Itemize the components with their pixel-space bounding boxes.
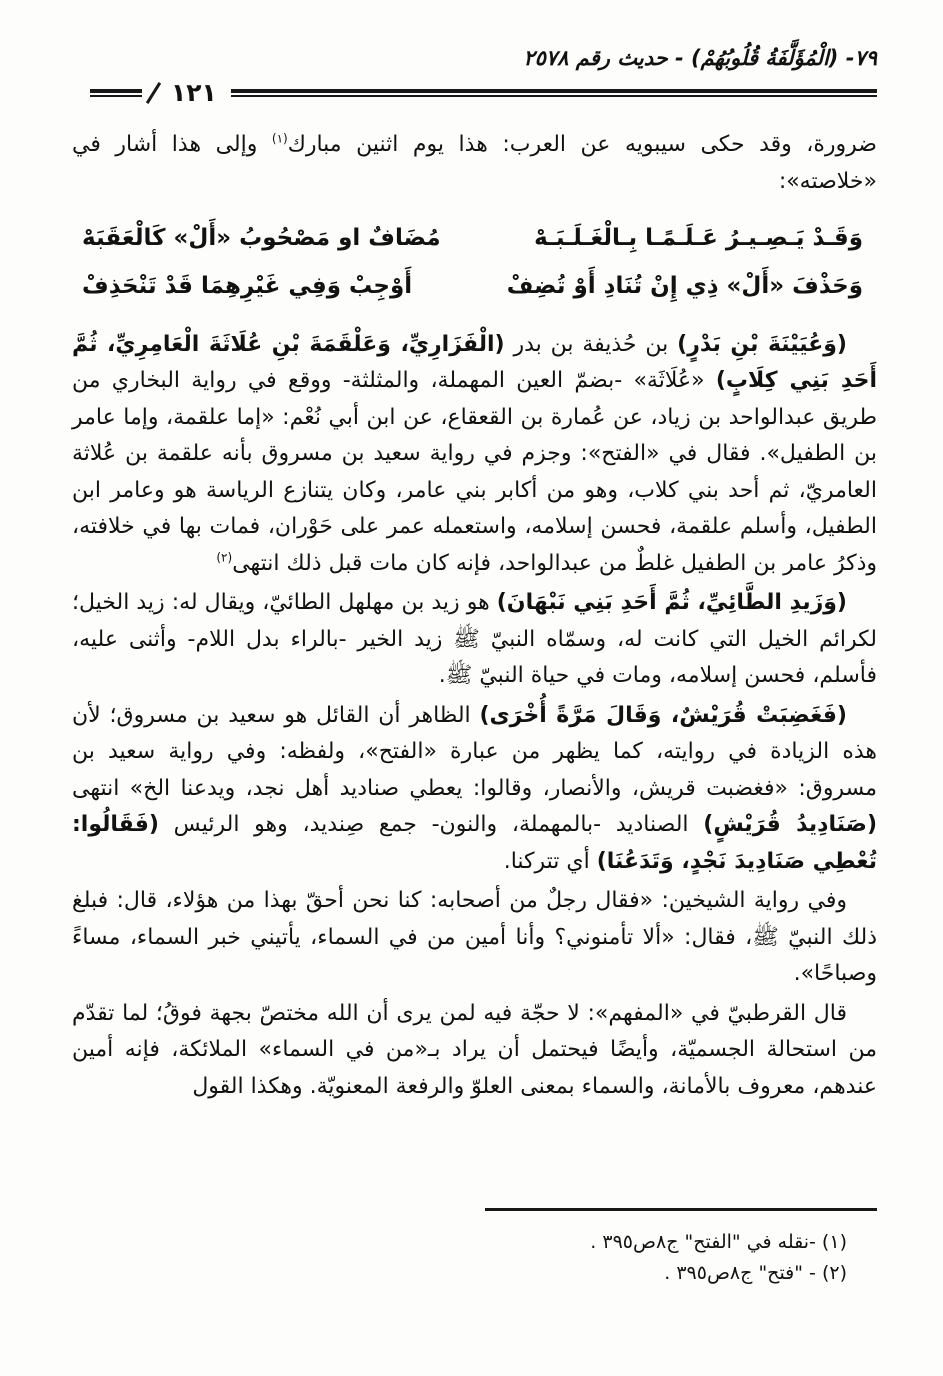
paragraph — [72, 127, 877, 200]
paragraph — [72, 327, 877, 583]
footnotes-section — [72, 1208, 877, 1289]
hemistich-second: مُضَافٌ او مَصْحُوبُ «أَلْ» كَالْعَقَبَهْ — [82, 225, 441, 252]
sharh-text: بن حُذيفة بن بدر — [504, 331, 678, 357]
page-number-rule-row — [72, 80, 877, 105]
right-double-rule — [231, 89, 877, 97]
paragraph — [72, 883, 877, 993]
sharh-text: هو زيد بن مهلهل الطائيّ، ويقال له: زيد الخيل؛ لكرائم الخيل التي كانت له، وسمّاه النبيّ ﷺ زيد الخير -بالراء بدل اللام- وأثنى عليه، فأسلم، فحسن إسلامه، ومات في حياة النبيّ ﷺ. — [72, 590, 877, 689]
paragraph — [72, 585, 877, 695]
chapter-title: ٧٩- (الْمُؤَلَّفَةُ قُلُوبُهُمْ) - حديث رقم ٢٥٧٨ — [523, 46, 877, 70]
matn-text: (فَقَالُوا: تُعْطِي صَنَادِيدَ نَجْدٍ، وَتَدَعُنَا) — [72, 812, 877, 874]
sharh-text: قال القرطبيّ في «المفهم»: لا حجّة فيه لمن يرى أن الله مختصّ بجهة فوقُ؛ لما تقدّم من استحالة الجسميّة، وأيضًا فيحتمل أن يراد بـ«من في السماء» الملائكة، فإنه أمين عندهم، معروف بالأمانة، والسماء بمعنى العلوّ والرفعة المعنويّة. وهكذا القول — [72, 1000, 877, 1099]
paragraph — [72, 698, 877, 881]
matn-text: (فَغَضِبَتْ قُرَيْشٌ، وَقَالَ مَرَّةً أُخْرَى) — [479, 702, 847, 728]
left-double-rule — [90, 89, 142, 97]
sharh-text: أي تتركنا. — [503, 848, 597, 874]
sharh-text: الظاهر أن القائل هو سعيد بن مسروق؛ لأن هذه الزيادة في روايته، كما يظهر من عبارة «الفتح»، ولفظه: وفي رواية سعيد بن مسروق: «فغضبت قريش، والأنصار، وقالوا: يعطي صناديد أهل نجد، ويدعنا الخ» انتهى — [72, 702, 877, 801]
footnote-item: (٢) - "فتح" ج٨ص٣٩٥ . — [664, 1261, 847, 1284]
verse-line — [82, 214, 863, 262]
matn-text: (الْفَزَارِيِّ، وَعَلْقَمَةَ بْنِ عُلَاثَةَ الْعَامِرِيِّ، ثُمَّ أَحَدِ بَنِي كِلَابٍ) — [72, 331, 877, 394]
footnote-list — [72, 1227, 877, 1289]
sharh-text: وفي رواية الشيخين: «فقال رجلٌ من أصحابه: كنا نحن أحقّ بهذا من هؤلاء، قال: فبلغ ذلك النبيّ ﷺ، فقال: «ألا تأمنوني؟ وأنا أمين من في السماء، يأتيني خبر السماء، مساءً وصباحًا». — [72, 888, 877, 987]
footnote-marker: (٢) — [216, 550, 233, 565]
sharh-text: وإلى هذا أشار في «خلاصته»: — [72, 132, 877, 194]
hemistich-first: وَقَـدْ يَـصِـيـرُ عَـلَـمًـا بِـالْغَـلَـبَـهْ — [534, 225, 863, 252]
paragraph — [72, 996, 877, 1106]
verse-line — [82, 262, 863, 310]
decorative-slash — [146, 82, 161, 104]
matn-text: (صَنَادِيدُ قُرَيْشٍ) — [703, 812, 877, 838]
page-body — [72, 127, 877, 1105]
sharh-text: ضرورة، وقد حكى سيبويه عن العرب: هذا يوم اثنين مبارك — [287, 132, 877, 157]
hemistich-second: أَوْجِبْ وَفِي غَيْرِهِمَا قَدْ تَنْحَذِفْ — [82, 273, 413, 300]
matn-text: (وَعُيَيْنَةَ بْنِ بَدْرٍ) — [677, 331, 847, 357]
footnote-marker: (١) — [271, 131, 288, 146]
footnote-separator — [485, 1208, 877, 1211]
hemistich-first: وَحَذْفَ «أَلْ» ذِي إِنْ تُنَادِ أَوْ تُضِفْ — [506, 273, 863, 300]
matn-text: (وَزَيدِ الطَّائِيِّ، ثُمَّ أَحَدِ بَنِي نَبْهَانَ) — [496, 590, 847, 616]
page-number: ١٢١ — [171, 78, 217, 107]
sharh-text: الصناديد -بالمهملة، والنون- جمع صِنديد، وهو الرئيس — [158, 812, 704, 838]
footnote-item: (١) -نقله في "الفتح" ج٨ص٣٩٥ . — [590, 1231, 847, 1253]
verse-block — [82, 214, 863, 311]
page-header — [72, 46, 877, 70]
sharh-text: «عُلَاثَة» -بضمّ العين المهملة، والمثلثة- ووقع في رواية البخاري من طريق عبدالواحد بن زياد، عن عُمارة بن القعقاع، عن ابن أبي نُعْم: «إما علقمة، وإما عامر بن الطفيل». فقال في «الفتح»: وجزم في رواية سعيد بن مسروق بأنه علقمة بن عُلاثة العامريّ، ثم أحد بني كلاب، وهو من أكابر بني عامر، وكان يتنازع الرياسة هو وعامر ابن الطفيل، وأسلم علقمة، فحسن إسلامه، واستعمله عمر على حَوْران، فمات بها في خلافته، وذكرُ عامر بن الطفيل غلطٌ من عبدالواحد، فإنه كان مات قبل ذلك انتهى — [72, 368, 877, 576]
